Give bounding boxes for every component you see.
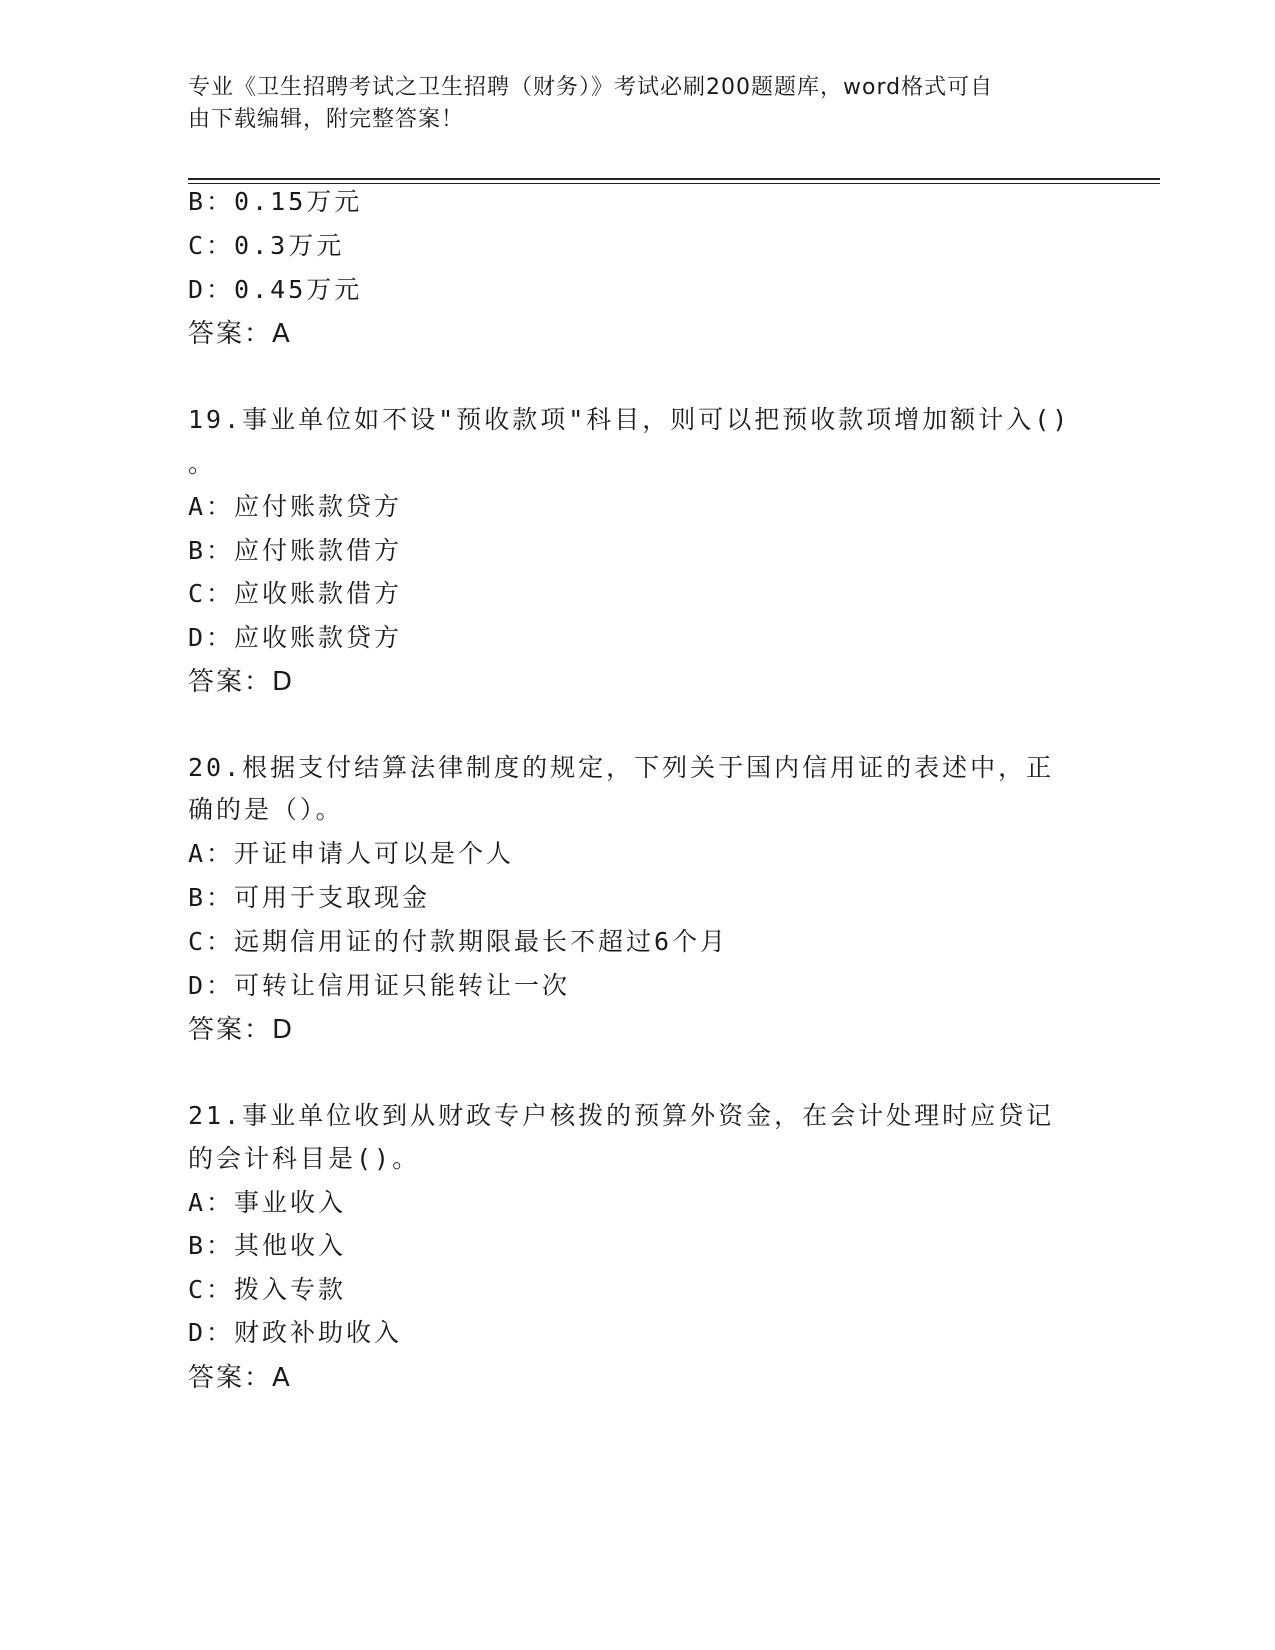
question-stem-line-1: 20.根据支付结算法律制度的规定，下列关于国内信用证的表述中，正 xyxy=(188,753,1055,782)
option-c: C：远期信用证的付款期限最长不超过6个月 xyxy=(188,927,729,956)
answer-line: 答案：D xyxy=(188,1015,295,1045)
answer-line: 答案：D xyxy=(188,667,295,697)
option-d: D：0.45万元 xyxy=(188,275,363,304)
option-b: B：0.15万元 xyxy=(188,187,363,216)
option-b: B：可用于支取现金 xyxy=(188,883,431,912)
option-c: C：应收账款借方 xyxy=(188,579,403,608)
option-a: A：应付账款贷方 xyxy=(188,492,403,521)
header-divider-thick xyxy=(188,178,1160,180)
option-c: C：拨入专款 xyxy=(188,1275,347,1304)
option-b: B：应付账款借方 xyxy=(188,536,403,565)
option-b: B：其他收入 xyxy=(188,1231,347,1260)
option-d: D：财政补助收入 xyxy=(188,1318,403,1347)
header-line-1: 专业《卫生招聘考试之卫生招聘（财务）》考试必刷200题题库，word格式可自 xyxy=(188,75,994,100)
option-a: A：事业收入 xyxy=(188,1188,347,1217)
question-stem-line-2: 确的是（）。 xyxy=(188,795,344,824)
option-d: D：可转让信用证只能转让一次 xyxy=(188,971,571,1000)
document-header xyxy=(188,72,1088,136)
question-stem-line-1: 19.事业单位如不设"预收款项"科目，则可以把预收款项增加额计入() xyxy=(188,405,1071,434)
option-a: A：开证申请人可以是个人 xyxy=(188,839,515,868)
question-stem-line-2: 的会计科目是()。 xyxy=(188,1144,421,1173)
answer-line: 答案：A xyxy=(188,319,292,349)
header-line-2: 由下载编辑，附完整答案！ xyxy=(188,107,465,132)
answer-line: 答案：A xyxy=(188,1363,292,1393)
option-d: D：应收账款贷方 xyxy=(188,623,403,652)
question-stem-line-1: 21.事业单位收到从财政专户核拨的预算外资金，在会计处理时应贷记 xyxy=(188,1101,1055,1130)
option-c: C：0.3万元 xyxy=(188,231,345,260)
question-stem-line-2: 。 xyxy=(188,449,217,478)
